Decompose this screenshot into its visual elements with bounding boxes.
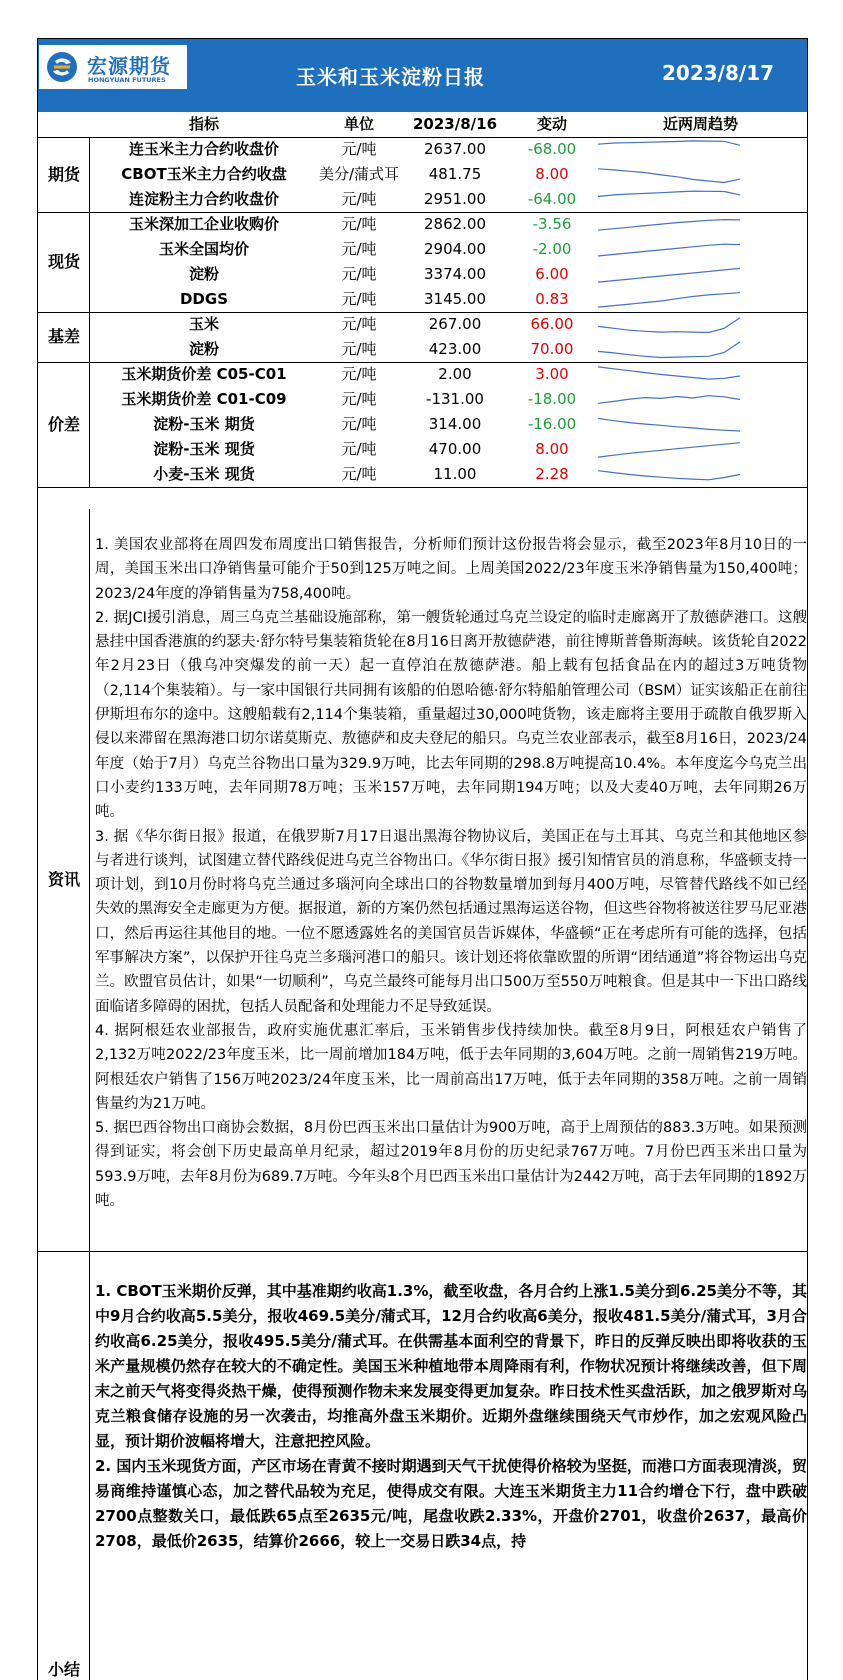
trend-sparkline: [594, 337, 744, 362]
indicator-name: 连淀粉主力合约收盘价: [128, 190, 279, 208]
trend-sparkline: [594, 162, 744, 187]
unit-cell: 元/吨: [341, 240, 377, 258]
trend-line: [598, 141, 740, 145]
paragraph: 1. CBOT玉米期价反弹，其中基准期约收高1.3%，截至收盘，各月合约上涨1.5美分到6.25美分不等，其中9月合约收高5.5美分，报收469.5美分/蒲式耳，12月合约收高6美分，报收481.5美分/蒲式耳，3月合约收高6.25美分，报收495.5美分/蒲式耳。在供需基本面利空的背景下，昨日的反弹反映出即将收获的玉米产量规模仍然存在较大的不确定性。美国玉米种植地带本周降雨有利，作物状况预计将继续改善，但下周末之前天气将变得炎热干燥，使得预测作物未来发展变得更加复杂。昨日技术性买盘活跃，加之俄罗斯对乌克兰粮食储存设施的另一次袭击，均推高外盘玉米期价。近期外盘继续围绕天气市炒作，加之宏观风险凸显，预计期价波幅将增大，注意把控风险。: [95, 1282, 807, 1450]
indicator-name: 玉米期货价差 C05-C01: [121, 365, 287, 383]
value-cell: 2904.00: [423, 240, 487, 258]
value-cell: -131.00: [426, 390, 484, 408]
indicator-name: 连玉米主力合约收盘价: [128, 140, 279, 158]
table-rule: [38, 487, 807, 488]
indicator-name: 玉米全国均价: [158, 240, 249, 258]
summary-body: [95, 1279, 807, 1554]
group-label: 期货: [47, 165, 80, 184]
trend-sparkline: [594, 462, 744, 487]
report-title: 玉米和玉米淀粉日报: [296, 65, 485, 89]
value-cell: 2951.00: [423, 190, 487, 208]
summary-label: 小结: [47, 1660, 80, 1679]
change-cell: 0.83: [535, 290, 569, 308]
unit-cell: 元/吨: [341, 440, 377, 458]
trend-line: [598, 318, 740, 333]
unit-cell: 元/吨: [341, 190, 377, 208]
indicator-name: 小麦-玉米 现货: [153, 465, 255, 483]
column-header: 2023/8/16: [412, 115, 498, 133]
label-column-divider: [89, 137, 90, 487]
logo-english-text: HONGYUAN FUTURES: [88, 76, 166, 84]
unit-cell: 元/吨: [341, 215, 377, 233]
trend-line: [598, 169, 740, 183]
column-header: 指标: [188, 115, 219, 133]
paragraph: 3. 据《华尔街日报》报道，在俄罗斯7月17日退出黑海谷物协议后，美国正在与土耳其、乌克兰和其他地区参与者进行谈判，试图建立替代路线促进乌克兰谷物出口。《华尔街日报》援引知情官员的消息称，华盛顿支持一项计划，到10月份时将乌克兰通过多瑙河向全球出口的谷物数量增加到每月400万吨，尽管替代路线不如已经失效的黑海安全走廊更为方便。据报道，新的方案仍然包括通过黑海运送谷物，但这些谷物将被送往罗马尼亚港口，然后再运往其他目的地。一位不愿透露姓名的美国官员告诉媒体，华盛顿“正在考虑所有可能的选择，包括军事解决方案”，以保护开往乌克兰多瑙河港口的船只。该计划还将依靠欧盟的所谓“团结通道”将谷物运出乌克兰。欧盟官员估计，如果“一切顺利”，乌克兰最终可能每月出口500万至550万吨粮食。但是其中一下出口路线面临诸多障碍的困扰，包括人员配备和处理能力不足导致延误。: [95, 828, 807, 1015]
paragraph: 5. 据巴西谷物出口商协会数据，8月份巴西玉米出口量估计为900万吨，高于上周预估的883.3万吨。如果预测得到证实，将会创下历史最高单月纪录，超过2019年8月份的历史纪录767万吨。7月份巴西玉米出口量为593.9万吨，去年8月份为689.7万吨。今年头8个月巴西玉米出口量估计为2442万吨，高于去年同期的1892万吨。: [95, 1120, 807, 1210]
trend-line: [598, 418, 740, 431]
value-cell: 267.00: [428, 315, 482, 333]
value-cell: 423.00: [428, 340, 482, 358]
trend-line: [598, 342, 740, 358]
trend-line: [598, 244, 740, 256]
trend-sparkline: [594, 212, 744, 237]
change-cell: -2.00: [532, 240, 572, 258]
group-label: 现货: [47, 252, 80, 271]
group-label: 基差: [47, 327, 80, 346]
change-cell: 66.00: [530, 315, 574, 333]
value-cell: 481.75: [428, 165, 482, 183]
value-cell: 11.00: [433, 465, 477, 483]
report-header: [38, 39, 807, 112]
trend-line: [598, 191, 740, 196]
value-cell: 2637.00: [423, 140, 487, 158]
unit-cell: 元/吨: [341, 290, 377, 308]
value-cell: 3145.00: [423, 290, 487, 308]
paragraph: 2. 据JCI援引消息，周三乌克兰基础设施部称，第一艘货轮通过乌克兰设定的临时走廊离开了敖德萨港口。这艘悬挂中国香港旗的约瑟夫·舒尔特号集装箱货轮在8月16日离开敖德萨港，前往博斯普鲁斯海峡。该货轮自2022年2月23日（俄乌冲突爆发的前一天）起一直停泊在敖德萨港。船上载有包括食品在内的超过3万吨货物（2,114个集装箱）。与一家中国银行共同拥有该船的伯恩哈德·舒尔特船舶管理公司（BSM）证实该船正在前往伊斯坦布尔的途中。这艘船载有2,114个集装箱，重量超过30,000吨货物，该走廊将主要用于疏散自俄罗斯入侵以来滞留在黑海港口切尔诺莫斯克、敖德萨和皮夫登尼的船只。乌克兰农业部表示，截至8月16日，2023/24年度（始于7月）乌克兰谷物出口量为329.9万吨，比去年同期的298.8万吨提高10.4%。本年度迄今乌克兰出口小麦约133万吨，去年同期78万吨；玉米157万吨，去年同期194万吨；以及大麦40万吨，去年同期26万吨。: [95, 609, 807, 821]
change-cell: 8.00: [535, 440, 569, 458]
trend-line: [598, 396, 740, 404]
unit-cell: 元/吨: [341, 415, 377, 433]
news-section: [38, 509, 807, 1251]
change-cell: -68.00: [527, 140, 577, 158]
trend-sparkline: [594, 412, 744, 437]
indicator-name: 淀粉-玉米 期货: [153, 415, 255, 433]
trend-line: [598, 293, 740, 307]
change-cell: -18.00: [527, 390, 577, 408]
change-cell: 70.00: [530, 340, 574, 358]
report-sheet: [37, 38, 808, 1680]
paragraph: 2. 国内玉米现货方面，产区市场在青黄不接时期遇到天气干扰使得价格较为坚挺，而港口方面表现清淡，贸易商维持谨慎心态，加之替代品较为充足，使得成交有限。大连玉米期货主力11合约增仓下行，盘中跌破2700点整数关口，最低跌65点至2635元/吨，尾盘收跌2.33%，开盘价2701，收盘价2637，最高价2708，最低价2635，结算价2666，较上一交易日跌34点，持: [95, 1457, 807, 1550]
value-cell: 2862.00: [423, 215, 487, 233]
trend-line: [598, 220, 740, 231]
paragraph: 4. 据阿根廷农业部报告，政府实施优惠汇率后，玉米销售步伐持续加快。截至8月9日，阿根廷农户销售了2,132万吨2022/23年度玉米，比一周前增加184万吨，低于去年同期的3,604万吨。之前一周销售219万吨。 阿根廷农户销售了156万吨2023/24年度玉米，比一周前高出17万吨，低于去年同期的358万吨。之前一周销售量约为21万吨。: [95, 1022, 807, 1112]
news-body: [95, 533, 807, 1213]
indicator-name: 淀粉: [188, 340, 219, 358]
change-cell: 6.00: [535, 265, 569, 283]
value-cell: 3374.00: [423, 265, 487, 283]
trend-sparkline: [594, 137, 744, 162]
unit-cell: 元/吨: [341, 465, 377, 483]
trend-line: [598, 367, 740, 379]
trend-sparkline: [594, 237, 744, 262]
column-header: 变动: [536, 115, 567, 133]
indicator-name: 淀粉: [188, 265, 219, 283]
unit-cell: 元/吨: [341, 265, 377, 283]
unit-cell: 元/吨: [341, 315, 377, 333]
trend-sparkline: [594, 437, 744, 462]
report-date: 2023/8/17: [662, 61, 775, 85]
indicator-name: 玉米深加工企业收购价: [128, 215, 279, 233]
value-cell: 2.00: [438, 365, 472, 383]
change-cell: -64.00: [527, 190, 577, 208]
trend-line: [598, 471, 740, 480]
unit-cell: 元/吨: [341, 365, 377, 383]
summary-section: [38, 1252, 807, 1680]
change-cell: 8.00: [535, 165, 569, 183]
change-cell: -3.56: [532, 215, 572, 233]
label-column-divider: [89, 509, 90, 1680]
trend-sparkline: [594, 362, 744, 387]
unit-cell: 元/吨: [341, 390, 377, 408]
column-header: 近两周趋势: [662, 115, 738, 133]
trend-sparkline: [594, 187, 744, 212]
indicator-name: 玉米: [188, 315, 219, 333]
news-label: 资讯: [47, 870, 80, 889]
change-cell: 2.28: [535, 465, 569, 483]
column-header: 单位: [343, 115, 374, 133]
group-label: 价差: [47, 415, 80, 434]
logo-chinese-text: 宏源期货: [87, 54, 171, 78]
unit-cell: 元/吨: [341, 140, 377, 158]
value-cell: 470.00: [428, 440, 482, 458]
trend-sparkline: [594, 312, 744, 337]
indicator-name: 玉米期货价差 C01-C09: [121, 390, 287, 408]
unit-cell: 美分/蒲式耳: [318, 165, 400, 183]
change-cell: 3.00: [535, 365, 569, 383]
logo-emblem-icon: [46, 51, 78, 83]
change-cell: -16.00: [527, 415, 577, 433]
trend-line: [598, 268, 740, 282]
trend-line: [598, 443, 740, 457]
trend-sparkline: [594, 387, 744, 412]
company-logo: [39, 45, 187, 89]
unit-cell: 元/吨: [341, 340, 377, 358]
indicator-name: 淀粉-玉米 现货: [153, 440, 255, 458]
indicator-name: DDGS: [179, 290, 229, 308]
indicator-name: CBOT玉米主力合约收盘: [121, 165, 287, 183]
value-cell: 314.00: [428, 415, 482, 433]
paragraph: 1. 美国农业部将在周四发布周度出口销售报告，分析师们预计这份报告将会显示，截至2023年8月10日的一周，美国玉米出口净销售量可能介于50到125万吨之间。上周美国2022/23年度玉米净销售量为150,400吨；2023/24年度的净销售量为758,400吨。: [95, 537, 807, 602]
trend-sparkline: [594, 287, 744, 312]
trend-sparkline: [594, 262, 744, 287]
